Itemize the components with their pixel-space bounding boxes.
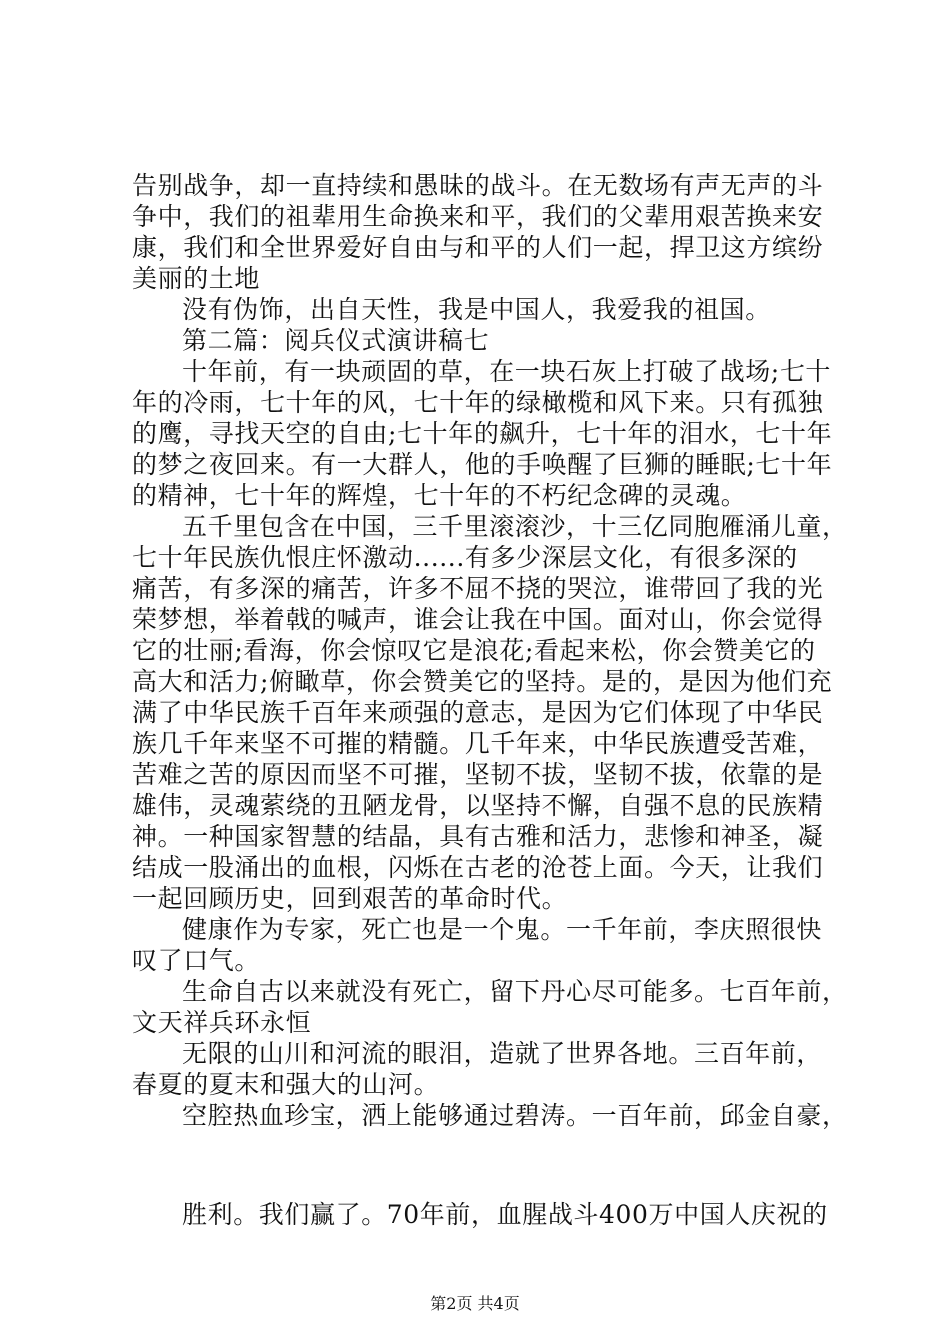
text-line: 的梦之夜回来。有一大群人，他的手唤醒了巨狮的睡眠;七十年 bbox=[132, 450, 833, 479]
text-line: 告别战争，却一直持续和愚昧的战斗。在无数场有声无声的斗 bbox=[132, 171, 824, 200]
text-line: 年的冷雨，七十年的风，七十年的绿橄榄和风下来。只有孤独 bbox=[132, 388, 824, 417]
text-line: 雄伟，灵魂萦绕的丑陋龙骨，以坚持不懈，自强不息的民族精 bbox=[132, 791, 824, 820]
text-line: 的精神，七十年的辉煌，七十年的不朽纪念碑的灵魂。 bbox=[132, 481, 747, 510]
text-line: 胜利。我们赢了。70年前，血腥战斗400万中国人庆祝的 bbox=[182, 1200, 828, 1229]
text-line: 它的壮丽;看海，你会惊叹它是浪花;看起来松，你会赞美它的 bbox=[132, 636, 816, 665]
text-line: 满了中华民族千百年来顽强的意志，是因为它们体现了中华民 bbox=[132, 698, 824, 727]
text-line: 苦难之苦的原因而坚不可摧，坚韧不拔，坚韧不拔，依靠的是 bbox=[132, 760, 824, 789]
document-body bbox=[132, 170, 848, 1230]
text-line: 十年前，有一块顽固的草，在一块石灰上打破了战场;七十 bbox=[182, 357, 832, 386]
text-line: 七十年民族仇恨庄怀激动......有多少深层文化，有很多深的 bbox=[132, 543, 798, 572]
text-line: 康，我们和全世界爱好自由与和平的人们一起，捍卫这方缤纷 bbox=[132, 233, 824, 262]
text-line: 春夏的夏末和强大的山河。 bbox=[132, 1070, 440, 1099]
text-line: 叹了口气。 bbox=[132, 946, 261, 975]
text-line: 无限的山川和河流的眼泪，造就了世界各地。三百年前， bbox=[182, 1039, 823, 1068]
text-line: 一起回顾历史，回到艰苦的革命时代。 bbox=[132, 884, 568, 913]
text-line: 第二篇：阅兵仪式演讲稿七 bbox=[182, 326, 490, 355]
text-line: 没有伪饰，出自天性，我是中国人，我爱我的祖国。 bbox=[182, 295, 771, 324]
text-line: 族几千年来坚不可摧的精髓。几千年来，中华民族遭受苦难， bbox=[132, 729, 824, 758]
text-line: 的鹰，寻找天空的自由;七十年的飙升，七十年的泪水，七十年 bbox=[132, 419, 833, 448]
text-line: 生命自古以来就没有死亡，留下丹心尽可能多。七百年前， bbox=[182, 977, 848, 1006]
text-line: 结成一股涌出的血根，闪烁在古老的沧苍上面。今天，让我们 bbox=[132, 853, 824, 882]
page-footer: 第2页 共4页 bbox=[430, 1294, 520, 1313]
text-line: 空腔热血珍宝，洒上能够通过碧涛。一百年前，邱金自豪， bbox=[182, 1101, 848, 1130]
text-line: 美丽的土地 bbox=[132, 264, 261, 293]
text-line: 痛苦，有多深的痛苦，许多不屈不挠的哭泣，谁带回了我的光 bbox=[132, 574, 824, 603]
text-line: 神。一种国家智慧的结晶，具有古雅和活力，悲惨和神圣，凝 bbox=[132, 822, 824, 851]
text-line: 文天祥兵环永恒 bbox=[132, 1008, 312, 1037]
text-line: 五千里包含在中国，三千里滚滚沙，十三亿同胞雁涌儿童， bbox=[182, 512, 848, 541]
page-break-gap bbox=[132, 1131, 832, 1199]
text-line: 高大和活力;俯瞰草，你会赞美它的坚持。是的，是因为他们充 bbox=[132, 667, 833, 696]
text-line: 健康作为专家，死亡也是一个鬼。一千年前，李庆照很快 bbox=[182, 915, 823, 944]
text-line: 争中，我们的祖辈用生命换来和平，我们的父辈用艰苦换来安 bbox=[132, 202, 824, 231]
text-line: 荣梦想，举着戟的喊声，谁会让我在中国。面对山，你会觉得 bbox=[132, 605, 824, 634]
